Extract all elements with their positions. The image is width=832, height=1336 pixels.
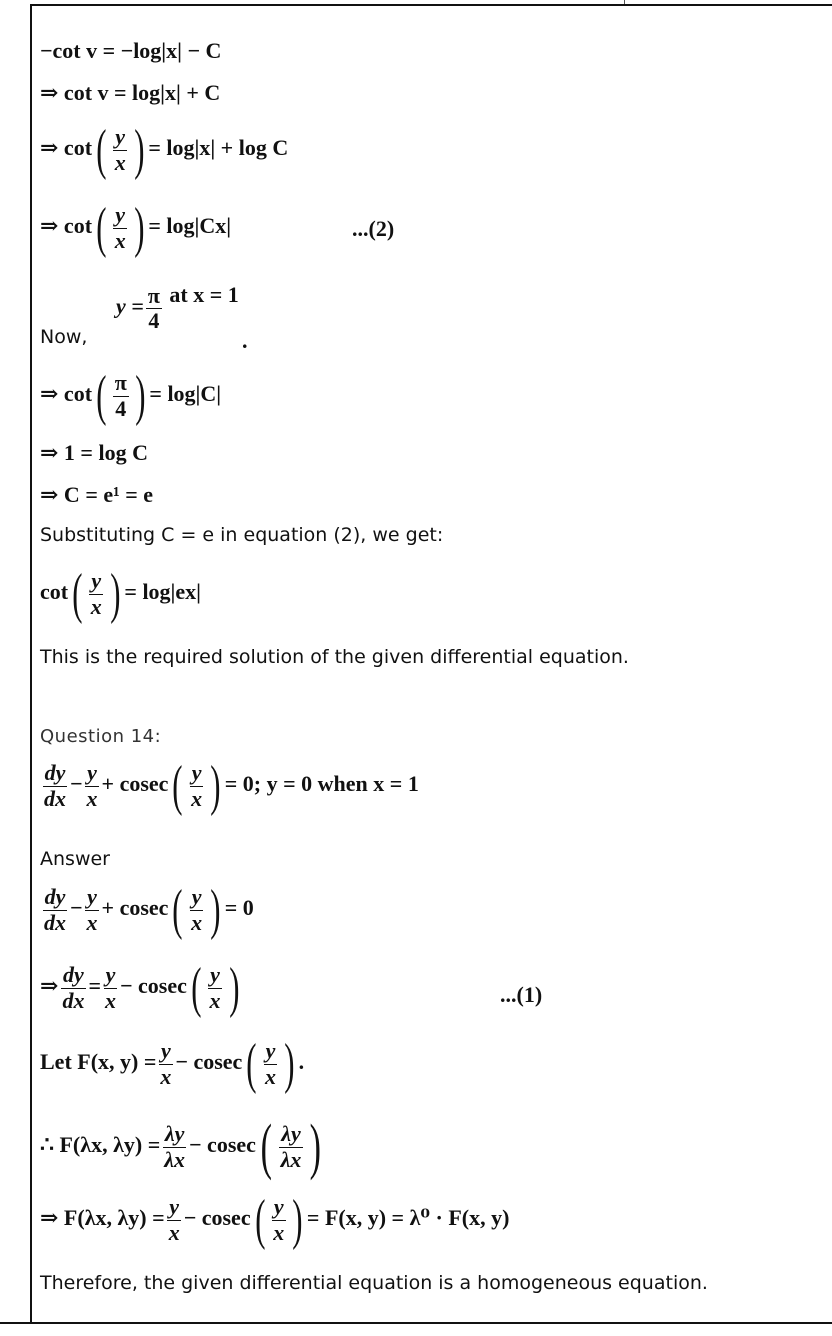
substituting-text: Substituting C = e in equation (2), we get: <box>40 524 444 546</box>
q-cosec: + cosec <box>101 771 169 797</box>
answer-line-1: $\frac{dy}{dx}$ − $\frac{y}{x}$ + cosec ( $\frac{y}{x}$ ) = 0 <box>44 879 254 941</box>
now-period: . <box>242 328 248 353</box>
top-rule <box>30 4 832 6</box>
eq-line-4: ⇒ cot ( $\frac{y}{x}$ ) = log|Cx| <box>40 197 232 259</box>
frac-num: y <box>105 962 116 988</box>
eq-line-3-rhs: = log|x| + log C <box>148 135 289 161</box>
now-condition <box>116 281 239 334</box>
frac-den: dx <box>44 909 66 935</box>
frac-den: x <box>86 785 98 811</box>
top-tick <box>624 0 625 4</box>
eq-line-6: ⇒ 1 = log C <box>40 440 148 465</box>
answer-line-3: Let F(x, y) = $\frac{y}{x}$ − cosec ( $\frac{y}{x}$ ) . <box>40 1033 305 1095</box>
eq-line-2: ⇒ cot v = log|x| + C <box>40 80 221 105</box>
answer-line-2: ⇒ $\frac{dy}{dx}$ = $\frac{y}{x}$ − cosec ( $\frac{y}{x}$ ) <box>40 957 240 1019</box>
frac-num: dy <box>63 962 84 988</box>
eq-line-8: cot ( $\frac{y}{x}$ ) = log|ex| <box>40 563 202 625</box>
frac-den: x <box>264 1063 276 1089</box>
eq-line-5-lhs: ⇒ cot <box>40 381 93 407</box>
frac-num: dy <box>44 884 66 910</box>
required-solution-text: This is the required solution of the given differential equation. <box>40 646 629 668</box>
frac-num: y <box>91 568 102 594</box>
eq-line-4-lhs: ⇒ cot <box>40 213 93 239</box>
a1-rhs: = 0 <box>224 895 254 921</box>
frac-den: x <box>86 909 98 935</box>
frac-num: y <box>115 202 126 228</box>
a2-cosec: − cosec <box>119 973 187 999</box>
eq-line-5-rhs: = log|C| <box>149 381 222 407</box>
eq-line-5: ⇒ cot ( $\frac{\pi}{4}$ ) = log|C| <box>40 365 222 427</box>
frac-num: π <box>114 370 127 396</box>
a4-cosec: − cosec <box>189 1132 256 1158</box>
a5-rhs: = F(x, y) = λ⁰ · F(x, y) <box>306 1205 510 1231</box>
frac-den: x <box>168 1219 180 1245</box>
frac-den: λx <box>164 1146 186 1172</box>
frac-den: x <box>90 593 102 619</box>
q-condition: = 0; y = 0 when x = 1 <box>224 771 419 797</box>
eq-line-3: ⇒ cot ( $\frac{y}{x}$ ) = log|x| + log C <box>40 119 289 181</box>
equation-number-2: ...(2) <box>352 216 395 241</box>
frac-den: x <box>191 785 203 811</box>
a3-period: . <box>298 1049 305 1075</box>
frac-num: y <box>115 124 126 150</box>
eq-line-3-lhs: ⇒ cot <box>40 135 93 161</box>
frac-num: y <box>161 1038 171 1064</box>
frac-den: x <box>160 1063 172 1089</box>
eq-line-7: ⇒ C = e¹ = e <box>40 482 154 507</box>
a3-cosec: − cosec <box>175 1049 243 1075</box>
frac-den: 4 <box>148 308 160 334</box>
eq-line-4-rhs: = log|Cx| <box>148 213 232 239</box>
frac-num: y <box>169 1194 180 1220</box>
frac-den: dx <box>62 987 85 1013</box>
equation-number-1: ...(1) <box>500 982 543 1007</box>
a3-let: Let F(x, y) = <box>40 1049 157 1075</box>
frac-den: λx <box>280 1146 302 1172</box>
frac-den: 4 <box>115 395 127 421</box>
frac-num: λy <box>164 1121 185 1147</box>
a4-therefore: ∴ F(λx, λy) = <box>40 1132 161 1158</box>
answer-line-4: ∴ F(λx, λy) = $\frac{\lambda y}{\lambda x}$ − cosec ( $\frac{\lambda y}{\lambda x}$ ) <box>40 1113 322 1181</box>
frac-num: y <box>191 884 202 910</box>
eq-line-8-rhs: = log|ex| <box>124 579 202 605</box>
frac-den: x <box>114 149 126 175</box>
frac-den: x <box>209 987 221 1013</box>
frac-num: y <box>210 962 220 988</box>
frac-num: y <box>87 760 97 786</box>
frac-den: x <box>114 227 126 253</box>
question-label: Question 14: <box>40 726 162 747</box>
frac-num: y <box>265 1038 276 1064</box>
now-at-x: at x = 1 <box>169 281 239 307</box>
frac-den: dx <box>44 785 66 811</box>
frac-num: λy <box>281 1121 301 1147</box>
answer-label: Answer <box>40 848 110 870</box>
frac-num: y <box>87 884 97 910</box>
bottom-rule <box>0 1322 832 1324</box>
answer-line-5: ⇒ F(λx, λy) = $\frac{y}{x}$ − cosec ( $\frac{y}{x}$ ) = F(x, y) = λ⁰ · F(x, y) <box>40 1189 510 1251</box>
frac-num: y <box>191 760 202 786</box>
frac-num: y <box>273 1194 284 1220</box>
a5-cosec: − cosec <box>183 1205 251 1231</box>
now-label: Now, <box>40 326 88 348</box>
frac-den: x <box>273 1219 285 1245</box>
a5-implies: ⇒ F(λx, λy) = <box>40 1205 165 1231</box>
a2-implies: ⇒ <box>40 973 59 999</box>
now-y-eq: y = <box>116 293 144 319</box>
eq-line-8-lhs: cot <box>40 579 69 605</box>
eq-line-1: −cot v = −log|x| − C <box>40 38 222 63</box>
left-border <box>30 4 32 1324</box>
frac-num: π <box>147 283 160 308</box>
homogeneous-conclusion: Therefore, the given differential equation is a homogeneous equation. <box>40 1272 708 1294</box>
frac-num: dy <box>44 760 66 786</box>
frac-den: x <box>104 987 116 1013</box>
a1-cosec: + cosec <box>101 895 169 921</box>
question-equation: $\frac{dy}{dx}$ − $\frac{y}{x}$ + cosec ( $\frac{y}{x}$ ) = 0; y = 0 when x = 1 <box>44 755 419 817</box>
frac-den: x <box>191 909 203 935</box>
